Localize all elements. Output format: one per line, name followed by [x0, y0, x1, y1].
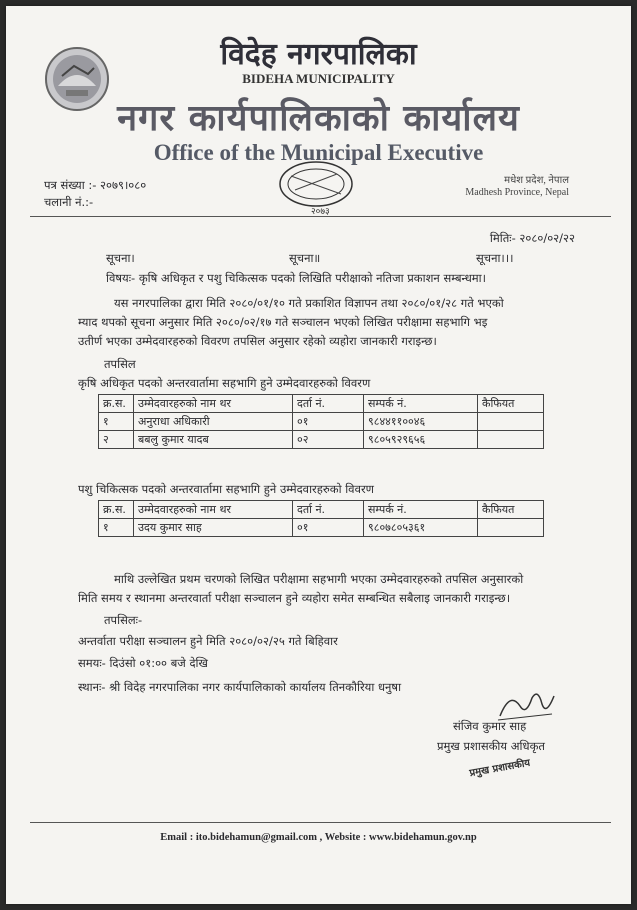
table-header: उम्मेदवारहरुको नाम थर [134, 501, 293, 519]
table-cell [478, 431, 544, 449]
letter-page [6, 6, 631, 904]
office-name-en: Office of the Municipal Executive [153, 140, 484, 165]
table-cell: ९८०७८०५३६१ [364, 519, 478, 537]
letter-date: मितिः- २०८०/०२/२२ [489, 231, 575, 245]
para1-line-3: उतीर्ण भएका उम्मेदवारहरुको विवरण तपसिल अनुसार रहेको व्यहोरा जानकारी गराइन्छ। [78, 334, 437, 348]
signatory-name: संजिव कुमार साह [453, 719, 527, 733]
subject-line: विषयः- कृषि अधिकृत र पशु चिकित्सक पदको लिखिति परीक्षाको नतिजा प्रकाशन सम्बन्धमा। [106, 271, 487, 285]
table2 [98, 500, 544, 537]
table-header: उम्मेदवारहरुको नाम थर [134, 395, 293, 413]
table-cell [478, 413, 544, 431]
table-header: कैफियत [478, 395, 544, 413]
province-en: Madhesh Province, Nepal [465, 187, 569, 198]
table1 [98, 394, 544, 449]
table-cell: ९८४४११००४६ [364, 413, 478, 431]
table-cell: २ [99, 431, 134, 449]
chalani-number: चलानी नं.:- [44, 195, 94, 209]
table-cell [478, 519, 544, 537]
table-header: दर्ता नं. [293, 501, 364, 519]
municipality-name-np: विदेह नगरपालिका [220, 37, 417, 72]
table2-caption: पशु चिकित्सक पदको अन्तरवार्तामा सहभागि हुने उम्मेदवारहरुको विवरण [78, 482, 374, 496]
table-header: क्र.स. [99, 501, 134, 519]
table-cell: ९८०५९२९६५६ [364, 431, 478, 449]
footer-divider [30, 822, 611, 823]
table-cell: ०२ [293, 431, 364, 449]
interview-time: समयः- दिउंसो ०१:०० बजे देखि [78, 656, 208, 670]
notice-label-2: सूचना॥ [289, 251, 321, 265]
para1-line-1: यस नगरपालिका द्वारा मिति २०८०/०१/१० गते प्रकाशित विज्ञापन तथा २०८०/०१/२८ गते भएको [114, 296, 504, 310]
table-header: सम्पर्क नं. [364, 501, 478, 519]
table-cell: अनुराधा अधिकारी [134, 413, 293, 431]
designation-stamp: प्रमुख प्रशासकीय [468, 757, 532, 780]
contact-footer: Email : ito.bidehamun@gmail.com , Website : www.bidehamun.gov.np [160, 832, 477, 843]
notice-label-3: सूचना।।। [476, 251, 514, 265]
table-row [99, 431, 544, 449]
table-header: दर्ता नं. [293, 395, 364, 413]
province-np: मधेश प्रदेश, नेपाल [504, 175, 569, 186]
signatory-designation: प्रमुख प्रशासकीय अधिकृत [437, 739, 545, 753]
interview-date: अन्तर्वाता परीक्षा सञ्चालन हुने मिति २०८०/०२/२५ गते बिहिवार [78, 634, 338, 648]
official-stamp [271, 156, 361, 216]
notice-label-1: सूचना। [106, 251, 135, 265]
table-cell: उदय कुमार साह [134, 519, 293, 537]
patra-sankhya: पत्र संख्या :- २०७९।०८० [44, 178, 147, 192]
table-cell: बबलु कुमार यादब [134, 431, 293, 449]
table-cell: ०१ [293, 519, 364, 537]
table-header: सम्पर्क नं. [364, 395, 478, 413]
municipality-name-en: BIDEHA MUNICIPALITY [242, 71, 395, 86]
para1-line-2: म्याद थपको सूचना अनुसार मिति २०८०/०२/१७ गते सञ्चालन भएको लिखित परीक्षामा सहभागि भइ [78, 315, 488, 329]
table-cell: ०१ [293, 413, 364, 431]
table-row [99, 519, 544, 537]
tapasil-label: तपसिल [104, 357, 136, 371]
interview-place: स्थानः- श्री विदेह नगरपालिका नगर कार्यपालिकाको कार्यालय तिनकौरिया धनुषा [78, 680, 402, 694]
table-header: क्र.स. [99, 395, 134, 413]
para2-line-1: माथि उल्लेखित प्रथम चरणको लिखित परीक्षामा सहभागी भएका उम्मेदवारहरुको तपसिल अनुसारको [114, 572, 524, 586]
svg-text:२०७३: २०७३ [311, 207, 330, 216]
table-header-row [99, 501, 544, 519]
table-row [99, 413, 544, 431]
table-cell: १ [99, 519, 134, 537]
table-header-row [99, 395, 544, 413]
tapasil2-label: तपसिलः- [104, 613, 143, 627]
para2-line-2: मिति समय र स्थानमा अन्तरवार्ता परीक्षा सञ्चालन हुने व्यहोरा समेत सम्बन्धित सबैलाइ जानकारी गराइन्छ। [78, 591, 511, 605]
header-divider [30, 216, 611, 217]
table-cell: १ [99, 413, 134, 431]
table-header: कैफियत [478, 501, 544, 519]
table1-caption: कृषि अधिकृत पदको अन्तरवार्तामा सहभागि हुने उम्मेदवारहरुको विवरण [78, 376, 371, 390]
office-name-np: नगर कार्यपालिकाको कार्यालय [117, 98, 520, 139]
